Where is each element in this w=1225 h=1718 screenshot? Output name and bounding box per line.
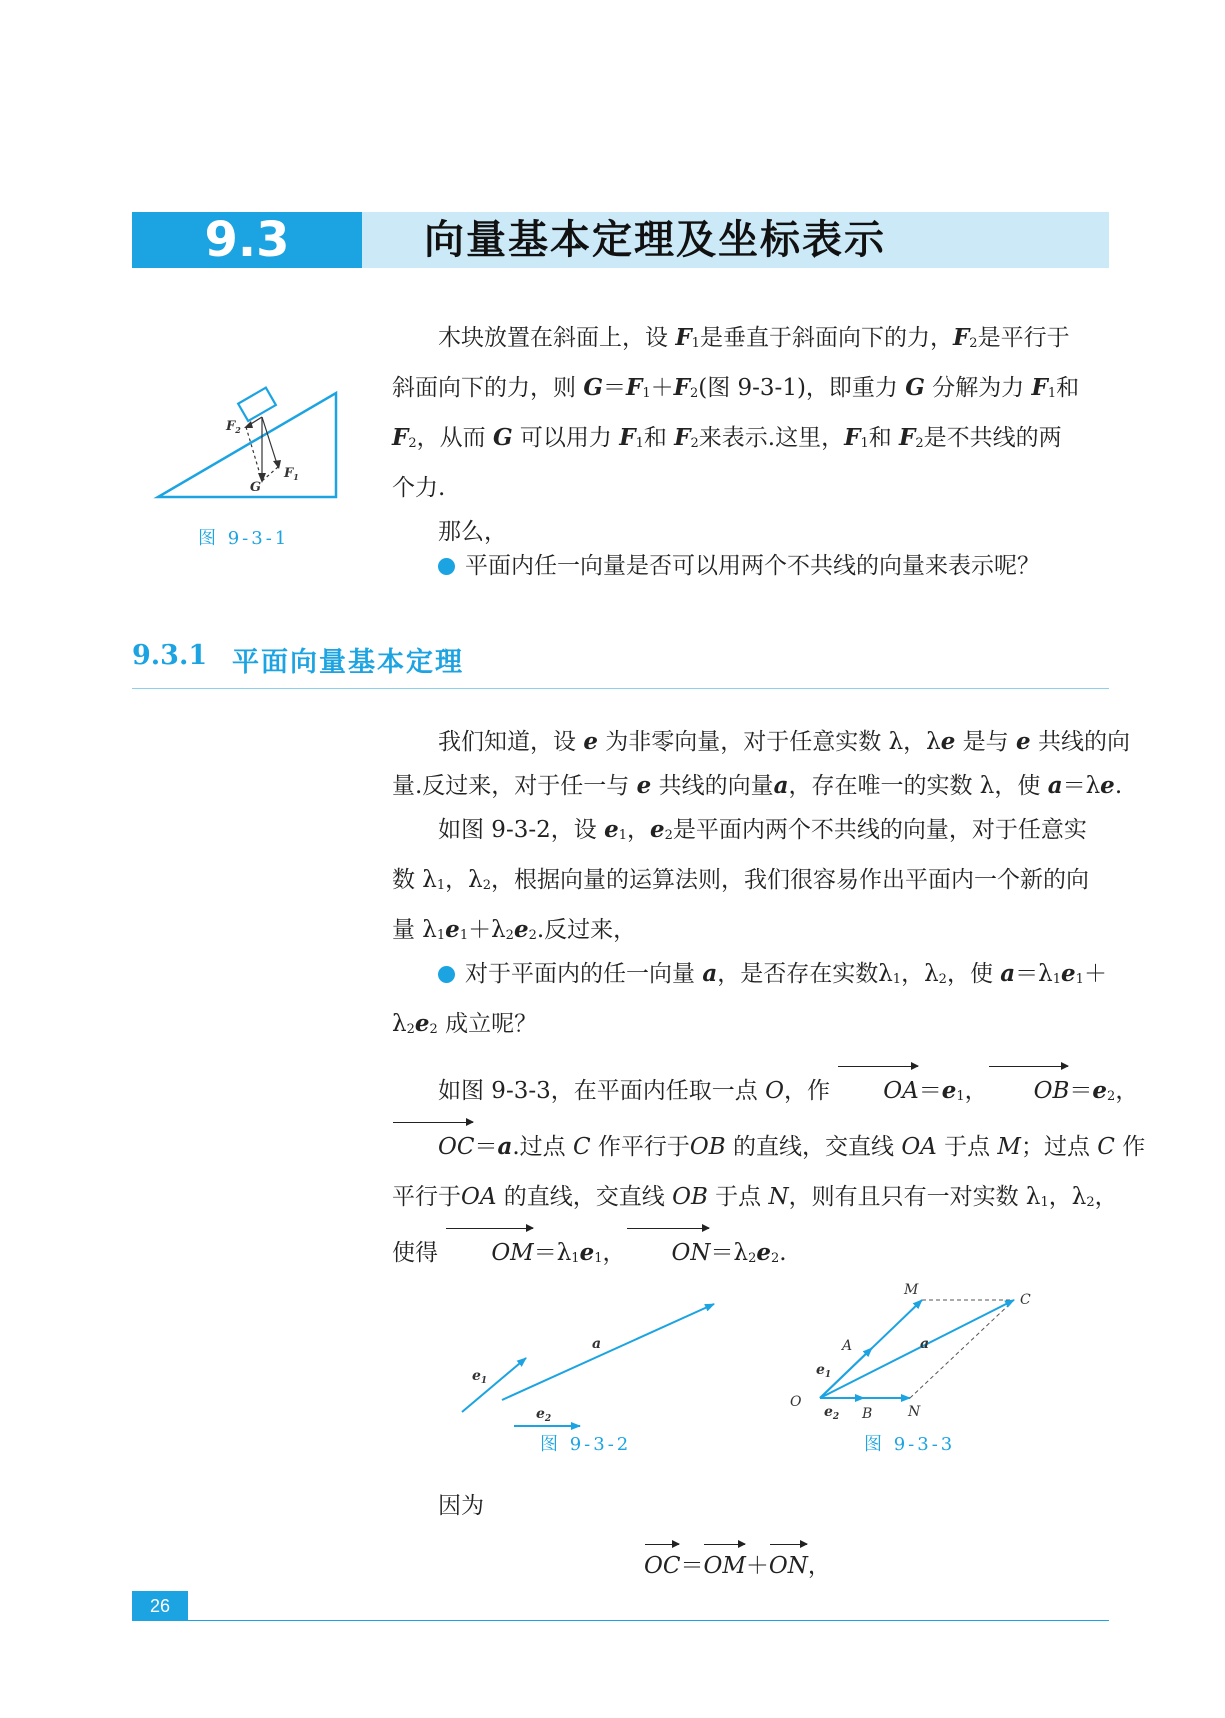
figure-9-3-3-caption: 图 9-3-3	[864, 1434, 956, 1455]
section-title: 向量基本定理及坐标表示	[424, 216, 886, 263]
figure-9-3-3	[780, 1272, 1050, 1422]
svg-text:e1: $e_1$	[472, 1368, 488, 1386]
subsection-rule	[132, 688, 1109, 689]
fig1-label-f1: $F_1$	[284, 466, 299, 482]
svg-text:C: C	[1020, 1292, 1031, 1308]
question-1: 平面内任一向量是否可以用两个不共线的向量来表示呢？	[392, 544, 1107, 588]
svg-text:a: a	[920, 1336, 930, 1352]
page-number: 26	[149, 1596, 171, 1616]
svg-text:B: B	[862, 1406, 873, 1422]
svg-text:O: O	[790, 1394, 802, 1410]
figure-9-3-2	[450, 1280, 730, 1430]
section-number: 9.3	[204, 212, 290, 268]
subsection-number: 9.3.1	[132, 640, 208, 671]
fig1-label-g: G	[250, 480, 262, 495]
fig1-label-f2: $F_2$	[226, 419, 241, 435]
footer-rule	[188, 1620, 1109, 1621]
svg-text:e2: $e_2$	[536, 1406, 552, 1424]
subsection-title: 平面向量基本定理	[232, 647, 464, 678]
intro-paragraph: 木块放置在斜面上，设 $F_1$是垂直于斜面向下的力，$F_2$是平行于 斜面向下的力，则 $G=F_1+F_2$(图 9-3-1)，即重力 G 分解为力 $F_1$和 $F_2$，从而 G 可以用力 $F_1$和 $F_2$来表示.这里，$F_1$和 $F_2$是不共线的两 个力. 那么，	[392, 324, 1080, 545]
svg-text:N: N	[908, 1404, 921, 1420]
svg-text:A: A	[842, 1338, 853, 1354]
paragraph-collinear: 我们知道，设 e 为非零向量，对于任意实数 λ，λe 是与 e 共线的向 量.反过来，对于任一与 e 共线的向量a，存在唯一的实数 λ，使 a＝λe. 如图 9-3-2，设 $e_1$，$e_2$是平面内两个不共线的向量，对于任意实 数 $\lambda_1$，$\lambda_2$，根据向量的运算法则，我们很容易作出平面内一个新的向 量 $\lambda_1e_1+\lambda_2e_2$.反过来，	[392, 728, 1130, 943]
svg-text:a: a	[592, 1336, 602, 1352]
figure-9-3-1-caption: 图 9-3-1	[198, 528, 290, 549]
vector-e1	[462, 1358, 526, 1412]
figure-9-3-1	[150, 385, 350, 505]
svg-text:M: M	[904, 1282, 919, 1298]
equation-oc: OC＝OM＋ON，	[644, 1544, 944, 1588]
paragraph-construction: 如图 9-3-3，在平面内任取一点 O，作 $OA=e_1$， $OB=e_2$， OC＝a.过点 C 作平行于OB 的直线，交直线 OA 于点 M；过点 C 作 平行于OA 的直线，交直线 OB 于点 N，则有且只有一对实数 $\lambda_1$，$\lambda_2$， 使得 $OM=\lambda_1e_1$， $ON=\lambda_2e_2$.	[392, 1066, 1107, 1284]
figure-9-3-2-caption: 图 9-3-2	[540, 1434, 632, 1455]
svg-text:e2: $e_2$	[824, 1404, 840, 1422]
svg-text:e1: $e_1$	[816, 1362, 832, 1380]
question-2: 对于平面内的任一向量 a，是否存在实数$\lambda_1$，$\lambda_2$，使 $a=\lambda_1e_1+$ $\lambda_2e_2$ 成立呢？	[392, 960, 1107, 1037]
vector-a	[502, 1304, 714, 1400]
paragraph-because: 因为	[438, 1493, 484, 1519]
bullet-icon	[438, 558, 455, 575]
bullet-icon	[438, 966, 455, 983]
